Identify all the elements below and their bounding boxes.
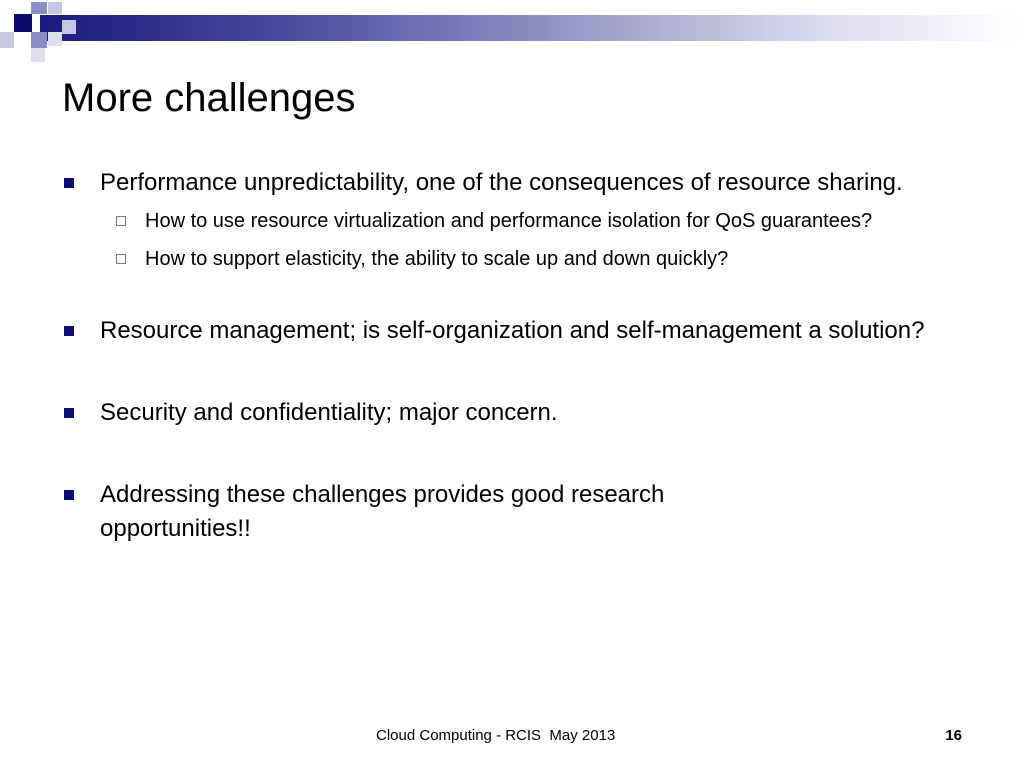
bullet-item	[62, 314, 972, 348]
bullet-item	[62, 166, 972, 200]
square-bullet-icon	[64, 178, 74, 188]
square-bullet-icon	[64, 408, 74, 418]
sub-bullet-text: How to use resource virtualization and performance isolation for QoS guarantees?	[145, 210, 873, 232]
hollow-square-bullet-icon	[116, 254, 126, 264]
slide-number: 16	[945, 727, 962, 744]
header-square-mid-1	[31, 2, 47, 14]
header-square-pale-1	[48, 32, 62, 46]
header-square-dark-1	[14, 14, 32, 32]
bullet-item	[62, 478, 800, 546]
sub-bullet-item	[62, 206, 972, 236]
square-bullet-icon	[64, 326, 74, 336]
hollow-square-bullet-icon	[116, 216, 126, 226]
header-square-light-2	[0, 32, 14, 48]
sub-bullet-item	[62, 244, 972, 274]
header-square-pale-2	[31, 48, 45, 62]
bullet-text: Security and confidentiality; major concern.	[100, 399, 558, 426]
square-bullet-icon	[64, 490, 74, 500]
sub-bullet-text: How to support elasticity, the ability to scale up and down quickly?	[145, 248, 729, 270]
slide-body	[62, 166, 972, 546]
slide-title: More challenges	[62, 76, 356, 120]
bullet-text: Resource management; is self-organization and self-management a solution?	[100, 317, 925, 344]
footer-caption: Cloud Computing - RCIS May 2013	[376, 727, 616, 744]
header-square-light-1	[48, 2, 62, 14]
header-gradient-bar	[40, 15, 1024, 41]
header-square-light-3	[62, 20, 76, 34]
header-square-mid-2	[31, 32, 47, 48]
bullet-text: Performance unpredictability, one of the consequences of resource sharing.	[100, 169, 903, 196]
bullet-item	[62, 396, 972, 430]
bullet-text: Addressing these challenges provides good research opportunities!!	[100, 481, 665, 542]
